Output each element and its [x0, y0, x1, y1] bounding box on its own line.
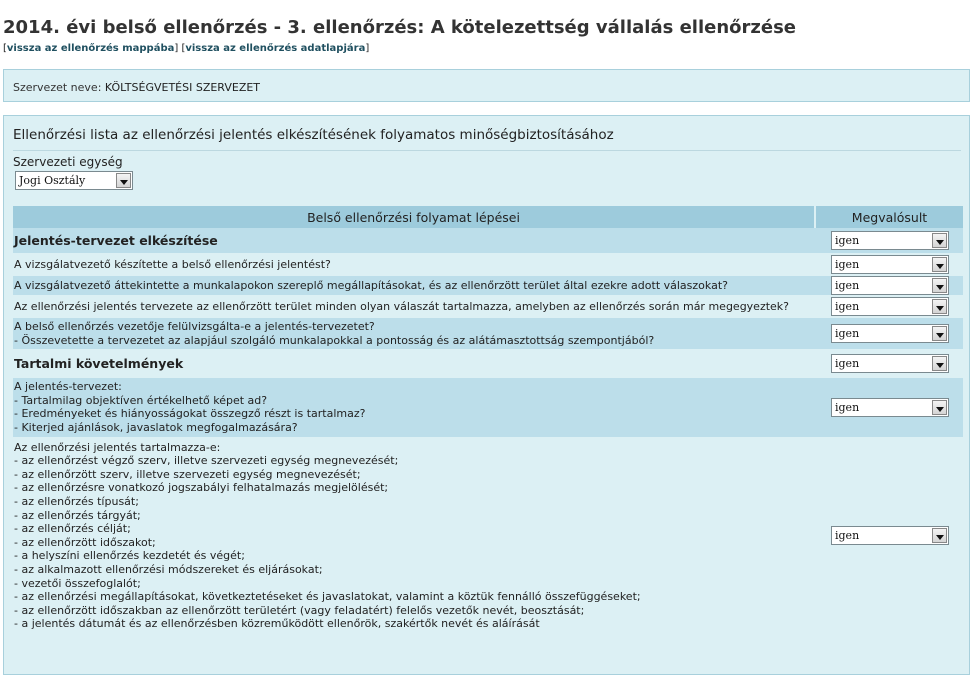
chevron-down-icon[interactable] [932, 356, 947, 371]
status-cell [815, 228, 963, 254]
chevron-down-icon[interactable] [932, 278, 947, 293]
status-select-value: igen [835, 357, 860, 371]
step-text: - az ellenőrzés célját; [14, 522, 131, 536]
chevron-down-icon[interactable] [932, 257, 947, 272]
organization-name: KÖLTSÉGVETÉSI SZERVEZET [104, 81, 261, 94]
step-cell [13, 296, 815, 317]
page-title: 2014. évi belső ellenőrzés - 3. ellenőrzés: A kötelezettség vállalás ellenőrzése [3, 17, 797, 38]
table-row [13, 377, 963, 437]
status-select[interactable] [831, 324, 949, 343]
unit-label: Szervezeti egység [13, 155, 123, 169]
status-select-value: igen [835, 258, 860, 271]
step-text: A vizsgálatvezető áttekintette a munkalapokon szereplő megállapításokat, és az ellenőrzött terület által ezekre adott válaszokat? [14, 278, 728, 292]
step-text: - vezetői összefoglalót; [14, 576, 141, 590]
status-select[interactable] [831, 354, 949, 373]
column-header-steps: Belső ellenőrzési folyamat lépései [13, 206, 815, 228]
step-cell [13, 350, 815, 377]
step-text: - az ellenőrzésre vonatkozó jogszabályi felhatalmazás megjelölését; [14, 481, 389, 495]
step-text: - a jelentés dátumát és az ellenőrzésben közreműködött ellenőrök, szakértők nevét és aláírását [14, 617, 540, 631]
status-cell [815, 317, 963, 350]
checklist-panel [3, 115, 970, 675]
back-to-datasheet-link[interactable]: vissza az ellenőrzés adatlapjára [185, 43, 366, 54]
organization-label: Szervezet neve: [13, 81, 102, 94]
column-header-status: Megvalósult [815, 206, 963, 228]
status-cell [815, 350, 963, 377]
table-row [13, 438, 963, 633]
step-text: Az ellenőrzési jelentés tervezete az ellenőrzött terület minden olyan válaszát tartalmazza, amelyben az ellenőrzés során már megegyeztek? [14, 299, 790, 313]
status-select[interactable] [831, 255, 949, 274]
step-text: - az alkalmazott ellenőrzési módszereket és eljárásokat; [14, 562, 323, 576]
step-text: - az ellenőrzött szerv, illetve szervezeti egység megnevezését; [14, 467, 361, 481]
step-text: A belső ellenőrzés vezetője felülvizsgálta-e a jelentés-tervezetet? [14, 320, 375, 333]
status-select-value: igen [835, 300, 860, 313]
status-cell [815, 296, 963, 317]
step-text: - Tartalmilag objektíven értékelhető képet ad? [14, 393, 268, 407]
status-cell [815, 438, 963, 633]
back-to-folder-link[interactable]: vissza az ellenőrzés mappába [6, 43, 175, 54]
status-select-value: igen [835, 400, 860, 414]
status-select[interactable] [831, 231, 949, 250]
status-cell [815, 377, 963, 437]
table-row [13, 317, 963, 350]
status-select[interactable] [831, 276, 949, 295]
organization-box [3, 69, 970, 102]
step-text: - Eredményeket és hiányosságokat összegző részt is tartalmaz? [14, 407, 366, 421]
chevron-down-icon[interactable] [116, 173, 131, 188]
step-cell [13, 254, 815, 275]
table-row [13, 296, 963, 317]
step-text: - az ellenőrzött időszakot; [14, 535, 156, 549]
table-row [13, 275, 963, 296]
unit-select[interactable] [15, 171, 133, 190]
step-text: - az ellenőrzési megállapításokat, következtetéseket és javaslatokat, valamint a köztük fennálló összefüggéseket; [14, 590, 641, 604]
section-header-row [13, 350, 963, 377]
step-text: - az ellenőrzés típusát; [14, 494, 139, 508]
status-cell [815, 254, 963, 275]
step-cell [13, 438, 815, 633]
checklist-title: Ellenőrzési lista az ellenőrzési jelentés elkészítésének folyamatos minőségbiztosításához [13, 127, 961, 151]
step-cell [13, 377, 815, 437]
status-select-value: igen [835, 279, 860, 292]
status-select-value: igen [835, 327, 860, 341]
step-cell [13, 228, 815, 254]
step-cell [13, 317, 815, 350]
steps-table [13, 206, 963, 633]
step-text: - az ellenőrzést végző szerv, illetve szervezeti egység megnevezését; [14, 454, 399, 468]
section-header-row [13, 228, 963, 254]
status-select-value: igen [835, 234, 860, 247]
step-text: A vizsgálatvezető készítette a belső ellenőrzési jelentést? [14, 257, 331, 271]
status-select[interactable] [831, 526, 949, 545]
step-text: - a helyszíni ellenőrzés kezdetét és végét; [14, 549, 245, 563]
step-text: A jelentés-tervezet: [14, 380, 122, 394]
step-text: - Kiterjed ajánlások, javaslatok megfogalmazására? [14, 420, 298, 434]
chevron-down-icon[interactable] [932, 400, 947, 415]
breadcrumb-links: [vissza az ellenőrzés mappába] [vissza az ellenőrzés adatlapjára] [3, 43, 370, 54]
chevron-down-icon[interactable] [932, 528, 947, 543]
step-text: Az ellenőrzési jelentés tartalmazza-e: [14, 440, 221, 454]
table-row [13, 254, 963, 275]
table-header-row [13, 206, 963, 228]
unit-select-value: Jogi Osztály [19, 174, 86, 187]
step-text: - az ellenőrzés tárgyát; [14, 508, 141, 522]
step-text: Jelentés-tervezet elkészítése [14, 232, 218, 248]
step-text: Tartalmi követelmények [14, 355, 184, 371]
step-text: - Összevetette a tervezetet az alapjául szolgáló munkalapokkal a pontosság és az alátámasztottság szempontjából? [14, 333, 655, 347]
status-cell [815, 275, 963, 296]
status-select-value: igen [835, 529, 860, 543]
status-select[interactable] [831, 398, 949, 417]
chevron-down-icon[interactable] [932, 233, 947, 248]
chevron-down-icon[interactable] [932, 299, 947, 314]
status-select[interactable] [831, 297, 949, 316]
step-cell [13, 275, 815, 296]
chevron-down-icon[interactable] [932, 326, 947, 341]
steps-body [13, 228, 963, 633]
step-text: - az ellenőrzött időszakban az ellenőrzött területért (vagy feladatért) felelős vezetők nevét, beosztását; [14, 603, 585, 617]
